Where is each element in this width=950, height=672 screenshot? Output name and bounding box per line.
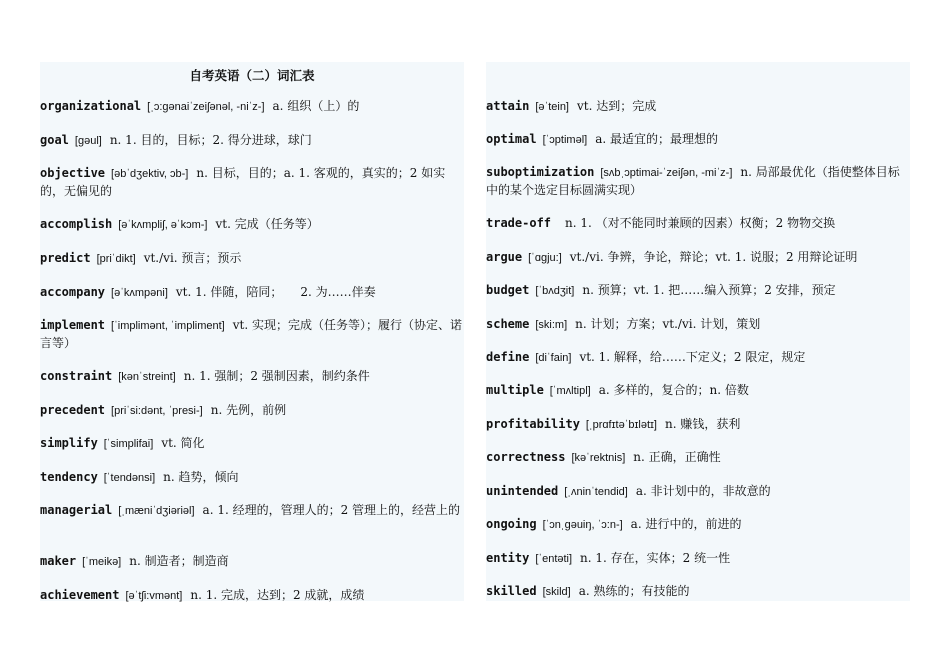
entry-word: accomplish [40, 217, 113, 231]
entry-definition: n. 先例，前例 [210, 403, 287, 417]
entry-ipa: [ˌɔ:gənaiˈzeiʃənəl, -niˈz-] [147, 101, 265, 113]
entry-word: implement [40, 318, 106, 332]
vocab-entry [486, 483, 910, 501]
vocab-entry [486, 550, 910, 568]
page-title: 自考英语（二）词汇表 [189, 68, 315, 83]
entry-definition: n. 局部最优化（指使整体目标中的某个选定目标圆满实现） [486, 165, 900, 197]
entry-definition: n. 1. 目的，目标；2. 得分进球，球门 [109, 133, 312, 147]
entry-ipa: [ˈentəti] [535, 553, 573, 565]
entry-ipa: [əˈtein] [535, 101, 569, 113]
entry-word: constraint [40, 369, 113, 383]
entry-word: tendency [40, 470, 98, 484]
entry-word: define [486, 350, 530, 364]
entry-ipa: [əˈtʃi:vmənt] [125, 590, 183, 602]
vocab-entry [40, 132, 464, 150]
entry-ipa: [priˈdikt] [96, 253, 136, 265]
entry-ipa: [ˌʌninˈtendid] [564, 486, 628, 498]
entry-definition: vt. 简化 [161, 436, 205, 450]
entry-word: argue [486, 250, 523, 264]
vocab-entry [40, 250, 464, 268]
entry-word: budget [486, 283, 530, 297]
entry-definition: vt. 完成（任务等） [215, 217, 319, 231]
entry-definition: a. 1. 经理的，管理人的；2 管理上的，经营上的 [202, 503, 461, 517]
vocab-entry [486, 131, 910, 149]
entry-definition: a. 非计划中的，非故意的 [635, 484, 771, 498]
vocab-entry [486, 416, 910, 434]
entry-word: ongoing [486, 517, 537, 531]
entry-word: simplify [40, 436, 98, 450]
vocab-entry [486, 249, 910, 267]
entry-ipa: [gəul] [74, 135, 102, 147]
entry-word: unintended [486, 484, 559, 498]
entry-word: correctness [486, 450, 566, 464]
entry-definition: n. 制造者；制造商 [129, 554, 229, 568]
vocab-entry [40, 402, 464, 420]
vocab-entry [486, 349, 910, 367]
vocab-entry [486, 282, 910, 300]
vocab-entry [40, 469, 464, 487]
entry-ipa: [kənˈstreint] [118, 371, 176, 383]
vocab-entry [486, 583, 910, 601]
entry-ipa: [kəˈrektnis] [571, 452, 626, 464]
entry-ipa: [sʌbˌɔptimai-ˈzeiʃən, -miˈz-] [600, 167, 733, 179]
entry-word: accompany [40, 285, 106, 299]
entry-definition: a. 多样的，复合的；n. 倍数 [598, 383, 749, 397]
entry-word: organizational [40, 99, 142, 113]
vocab-entry [40, 165, 464, 200]
entry-definition: n. 计划；方案；vt./vi. 计划，策划 [575, 317, 761, 331]
entry-word: optimal [486, 132, 537, 146]
entry-ipa: [ˈsimplifai] [103, 438, 154, 450]
entry-definition: n. 预算；vt. 1. 把……编入预算；2 安排，预定 [582, 283, 836, 297]
entry-ipa: [ˈɔptiməl] [542, 134, 588, 146]
entry-ipa: [əˈkʌmpəni] [111, 287, 168, 299]
vocab-entry [40, 587, 464, 605]
entry-ipa: [ˈmʌltipl] [549, 385, 591, 397]
vocab-entry [40, 216, 464, 234]
entry-definition: n. 正确，正确性 [633, 450, 721, 464]
entry-word: profitability [486, 417, 580, 431]
entry-word: maker [40, 554, 77, 568]
entry-word: managerial [40, 503, 113, 517]
vocab-entry [40, 284, 464, 302]
entry-definition: n. 目标，目的；a. 1. 客观的，真实的；2 如实的，无偏见的 [40, 166, 446, 198]
entry-definition: n. 1. 完成，达到；2 成就，成绩 [190, 588, 365, 602]
vocab-entry [486, 98, 910, 116]
entry-ipa: [ˈimplimənt, ˈimpliment] [111, 320, 225, 332]
vocab-entry [40, 368, 464, 386]
right-column [486, 62, 910, 601]
entry-ipa: [ˌprɑfɪtəˈbɪlətɪ] [585, 419, 657, 431]
left-column [40, 62, 464, 601]
entry-word: precedent [40, 403, 106, 417]
entry-definition: a. 最适宜的；最理想的 [595, 132, 718, 146]
entry-ipa: [diˈfain] [535, 352, 572, 364]
entry-ipa: [priˈsi:dənt, ˈpresi-] [111, 405, 203, 417]
vocab-entry [40, 98, 464, 116]
entry-word: entity [486, 551, 530, 565]
entry-word: skilled [486, 584, 537, 598]
entry-word: scheme [486, 317, 530, 331]
entry-word: suboptimization [486, 165, 595, 179]
entry-definition: a. 组织（上）的 [272, 99, 360, 113]
entry-word: goal [40, 133, 69, 147]
entry-ipa: [ˈmeikə] [82, 556, 122, 568]
entry-definition: vt./vi. 预言；预示 [143, 251, 242, 265]
entry-definition: vt. 1. 伴随，陪同； 2. 为……伴奏 [175, 285, 376, 299]
entry-definition: a. 熟练的；有技能的 [578, 584, 690, 598]
entry-word: predict [40, 251, 91, 265]
entry-word: multiple [486, 383, 544, 397]
vocab-entry [486, 215, 910, 233]
entry-ipa: [ˈɔnˌgəuiŋ, ˈɔ:n-] [542, 519, 623, 531]
entry-word: trade-off [486, 216, 552, 230]
vocab-entry [40, 502, 464, 520]
vocab-entry [40, 553, 464, 571]
entry-definition: vt. 1. 解释，给……下定义；2 限定，规定 [579, 350, 806, 364]
entry-definition: vt. 实现；完成（任务等）；履行（协定、诺言等） [40, 318, 462, 350]
vocab-entry [40, 435, 464, 453]
entry-definition: vt./vi. 争辨，争论，辩论；vt. 1. 说服；2 用辩论证明 [569, 250, 858, 264]
entry-ipa: [əˈkʌmpliʃ, əˈkɔm-] [118, 219, 208, 231]
entry-ipa: [ˈtendənsi] [103, 472, 156, 484]
entry-ipa: [ˈbʌdʒit] [535, 285, 575, 297]
vocab-entry [486, 449, 910, 467]
entry-ipa: [ski:m] [535, 319, 568, 331]
entry-ipa: [əbˈdʒektiv, ɔb-] [111, 168, 189, 180]
entry-word: objective [40, 166, 106, 180]
vocab-entry [486, 516, 910, 534]
vocab-entry [486, 382, 910, 400]
entry-definition: vt. 达到；完成 [577, 99, 657, 113]
entry-definition: n. 1. 存在，实体；2 统一性 [580, 551, 731, 565]
entry-definition: a. 进行中的，前进的 [630, 517, 742, 531]
entry-definition: n. 1. （对不能同时兼顾的因素）权衡；2 物物交换 [565, 216, 836, 230]
vocab-entry [486, 316, 910, 334]
entry-definition: n. 趋势，倾向 [163, 470, 239, 484]
entry-word: achievement [40, 588, 120, 602]
entry-ipa: [ˈɑgju:] [528, 252, 562, 264]
entry-ipa: [skild] [542, 586, 571, 598]
entry-definition: n. 1. 强制；2 强制因素，制约条件 [183, 369, 370, 383]
entry-definition: n. 赚钱，获利 [664, 417, 741, 431]
entry-ipa: [ˌmæniˈdʒiəriəl] [118, 505, 195, 517]
entry-word: attain [486, 99, 530, 113]
vocab-entry [486, 164, 910, 199]
vocab-entry [40, 317, 464, 352]
